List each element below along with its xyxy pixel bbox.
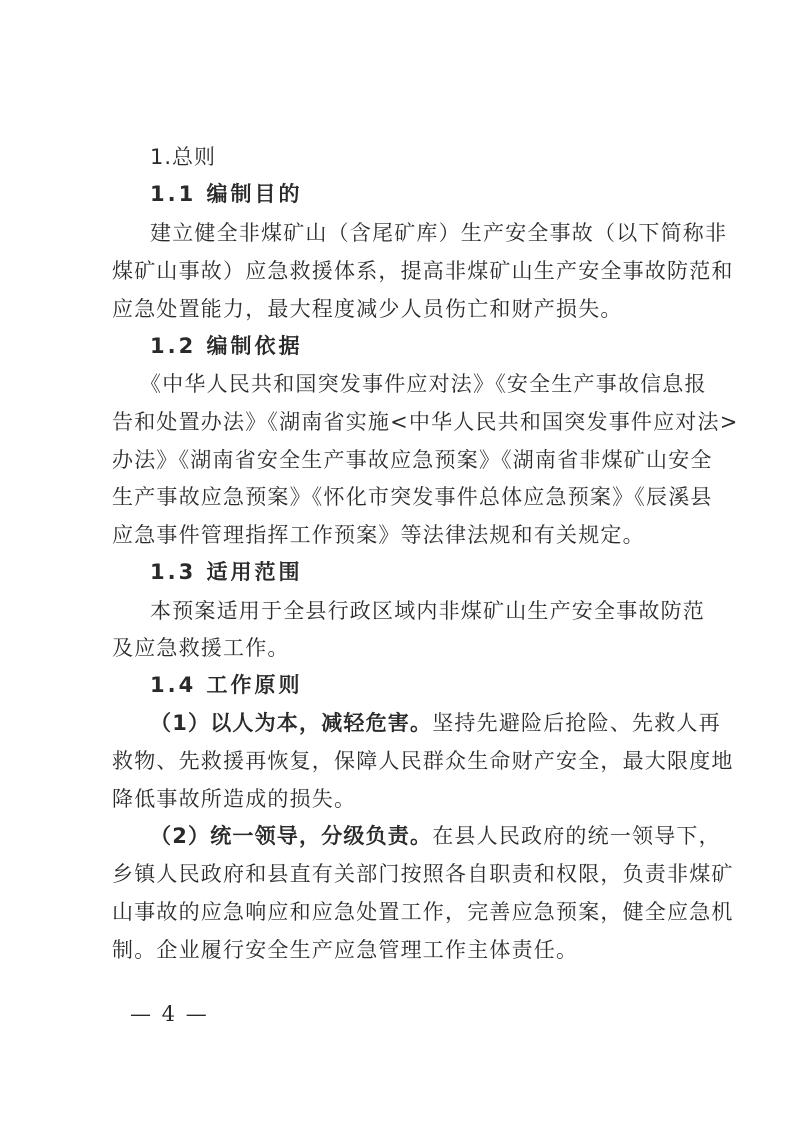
paragraph-line: 制。企业履行安全生产应急管理工作主体责任。 [112, 938, 579, 962]
heading-1-1: 1.1 编制目的 [150, 182, 303, 206]
principle-text: 坚持先避险后抢险、先救人再 [432, 711, 721, 735]
paragraph-line: 《中华人民共和国突发事件应对法》《安全生产事故信息报 [140, 372, 707, 396]
principle-title: （2）统一领导，分级负责。 [150, 824, 433, 848]
paragraph-line: 办法》《湖南省安全生产事故应急预案》《湖南省非煤矿山安全 [112, 448, 713, 472]
paragraph-line: 生产事故应急预案》《怀化市突发事件总体应急预案》《辰溪县 [112, 485, 713, 509]
paragraph-line: 本预案适用于全县行政区域内非煤矿山生产安全事故防范 [150, 599, 705, 623]
paragraph-line: 及应急救援工作。 [112, 636, 290, 660]
paragraph-line: 乡镇人民政府和县直有关部门按照各自职责和权限，负责非煤矿 [112, 862, 734, 886]
section-heading: 1.总则 [150, 145, 217, 169]
heading-1-3: 1.3 适用范围 [150, 560, 303, 584]
paragraph-first-line [150, 709, 738, 737]
paragraph-line: 煤矿山事故）应急救援体系，提高非煤矿山生产安全事故防范和 [112, 259, 734, 283]
paragraph-line: 应急事件管理指挥工作预案》等法律法规和有关规定。 [112, 523, 645, 547]
principle-title: （1）以人为本，减轻危害。 [150, 711, 433, 735]
paragraph-line: 降低事故所造成的损失。 [112, 787, 357, 811]
heading-1-4: 1.4 工作原则 [150, 673, 303, 697]
page-number: — 4 — [130, 1002, 209, 1026]
paragraph-line: 告和处置办法》《湖南省实施<中华人民共和国突发事件应对法> [112, 410, 739, 434]
paragraph-line: 救物、先救援再恢复，保障人民群众生命财产安全，最大限度地 [112, 749, 734, 773]
paragraph-line: 应急处置能力，最大程度减少人员伤亡和财产损失。 [112, 297, 623, 321]
paragraph-line: 山事故的应急响应和应急处置工作，完善应急预案，健全应急机 [112, 900, 734, 924]
paragraph-first-line [150, 822, 738, 850]
principle-text: 在县人民政府的统一领导下， [432, 824, 721, 848]
paragraph-line: 建立健全非煤矿山（含尾矿库）生产安全事故（以下简称非 [150, 221, 728, 245]
heading-1-2: 1.2 编制依据 [150, 334, 303, 358]
